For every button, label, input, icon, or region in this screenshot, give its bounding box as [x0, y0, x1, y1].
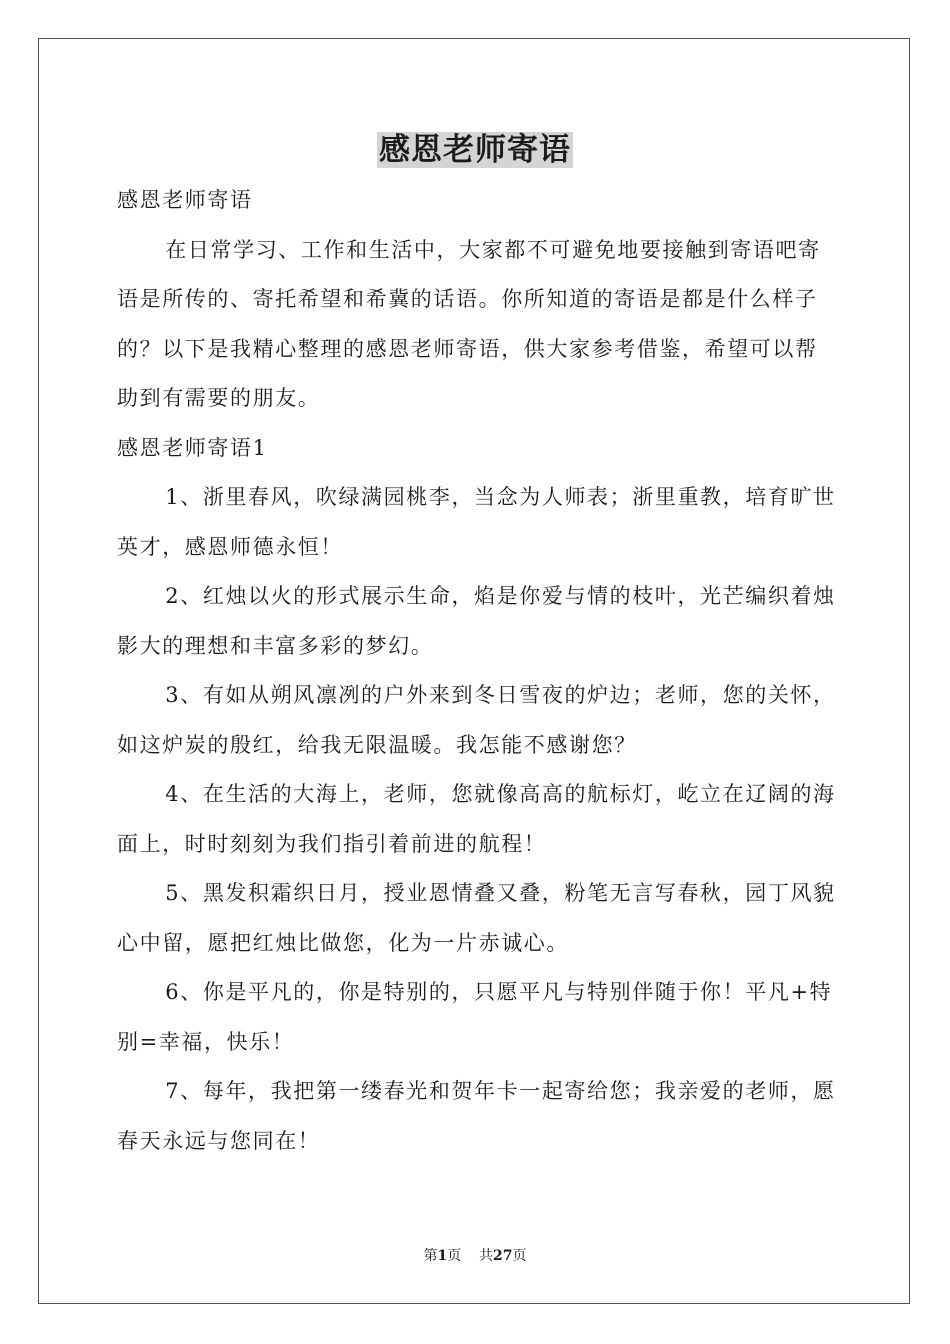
page-footer — [0, 1246, 950, 1266]
list-item: 6、你是平凡的，你是特别的，只愿平凡与特别伴随于你！平凡+特别=幸福，快乐！ — [117, 980, 833, 1054]
paragraph: 在日常学习、工作和生活中，大家都不可避免地要接触到寄语吧寄语是所传的、寄托希望和希冀的话语。你所知道的寄语是都是什么样子的？以下是我精心整理的感恩老师寄语，供大家参考借鉴，希望可以帮助到有需要的朋友。 — [117, 237, 821, 410]
total-suffix: 页 — [512, 1248, 527, 1264]
total-prefix: 共 — [479, 1248, 494, 1264]
list-item: 3、有如从朔风凛冽的户外来到冬日雪夜的炉边；老师，您的关怀，如这炉炭的殷红，给我无限温暖。我怎能不感谢您？ — [117, 683, 836, 757]
list-item: 7、每年，我把第一缕春光和贺年卡一起寄给您；我亲爱的老师，愿春天永远与您同在！ — [117, 1079, 836, 1153]
page-current: 1 — [437, 1248, 448, 1264]
section-heading: 感恩老师寄语1 — [117, 435, 268, 460]
list-item: 2、红烛以火的形式展示生命，焰是你爱与情的枝叶，光芒编织着烛影大的理想和丰富多彩的梦幻。 — [117, 584, 836, 658]
document-title-text: 感恩老师寄语 — [379, 132, 571, 168]
list-item: 1、浙里春风，吹绿满园桃李，当念为人师表；浙里重教，培育旷世英才，感恩师德永恒！ — [117, 485, 836, 559]
paragraph: 感恩老师寄语 — [117, 188, 253, 212]
document-body — [117, 176, 837, 1166]
page-suffix: 页 — [447, 1248, 462, 1264]
document-title — [0, 126, 950, 174]
list-item: 5、黑发积霜织日月，授业恩情叠又叠，粉笔无言写春秋，园丁风貌心中留，愿把红烛比做您，化为一片赤诚心。 — [117, 881, 836, 955]
page-prefix: 第 — [423, 1248, 438, 1264]
list-item: 4、在生活的大海上，老师，您就像高高的航标灯，屹立在辽阔的海面上，时时刻刻为我们指引着前进的航程！ — [117, 782, 836, 856]
page-total: 27 — [493, 1248, 513, 1264]
